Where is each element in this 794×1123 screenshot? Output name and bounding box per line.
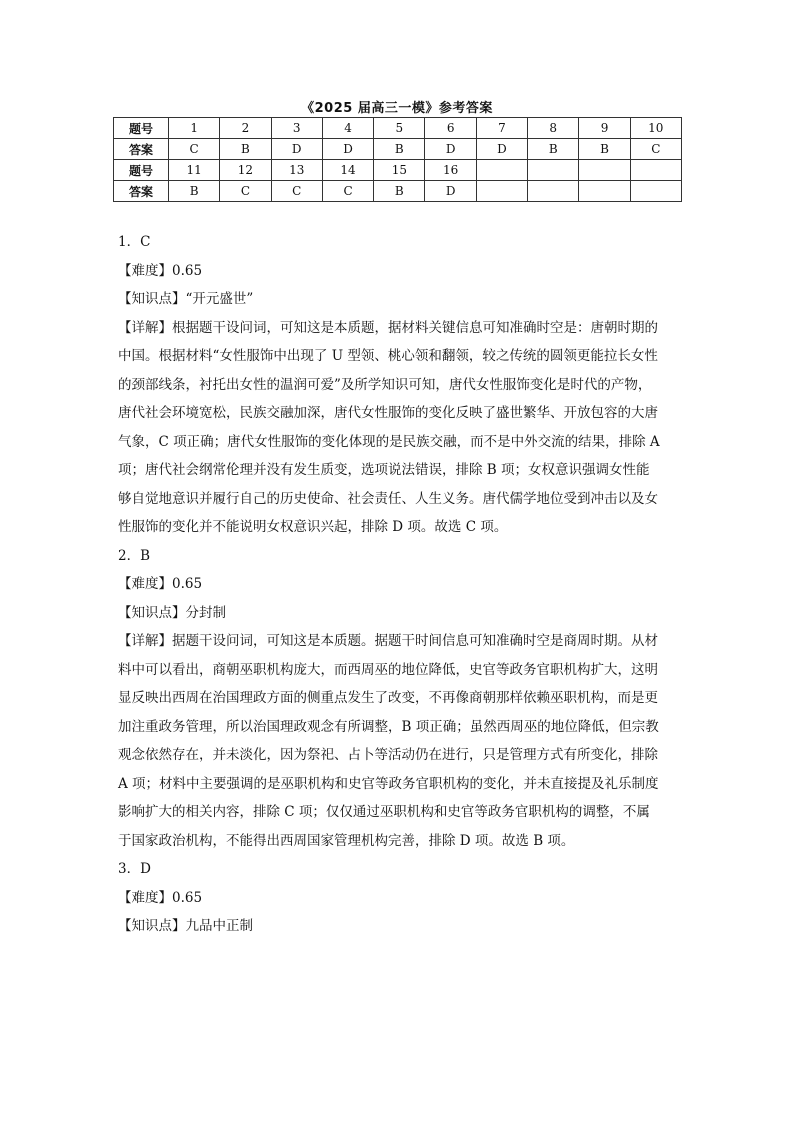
detail-line — [118, 627, 678, 656]
answer-table-cell: 9 — [579, 118, 630, 139]
detail-line: A 项；材料中主要强调的是巫职机构和史官等政务官职机构的变化，并未直接提及礼乐制度 — [118, 775, 659, 792]
answer-table-cell: 3 — [271, 118, 322, 139]
detail-text: 据题干设问词，可知这是本质题。据题干时间信息可知准确时空是商周时期。从材 — [172, 633, 658, 649]
detail-line: 够自觉地意识并履行自己的历史使命、社会责任、人生义务。唐代儒学地位受到冲击以及女 — [118, 490, 658, 507]
detail-line: 加注重政务管理，所以治国理政观念有所调整，B 项正确；虽然西周巫的地位降低，但宗教 — [118, 718, 659, 735]
answer-table-cell: 7 — [476, 118, 527, 139]
difficulty-label: 【难度】 — [118, 889, 172, 906]
knowledge-line — [118, 599, 678, 628]
knowledge-line — [118, 285, 678, 314]
answer-explanations — [118, 228, 678, 941]
answer-table-cell: B — [528, 139, 579, 160]
answer-table-row-header: 题号 — [114, 160, 169, 181]
detail-line: 观念依然存在，并未淡化，因为祭祀、占卜等活动仍在进行，只是管理方式有所变化，排除 — [118, 747, 658, 763]
answer-table-cell: D — [271, 139, 322, 160]
answer-table-cell: B — [374, 181, 425, 202]
detail-line — [118, 314, 678, 343]
answer-table-cell: D — [476, 139, 527, 160]
answer-table-row-header: 答案 — [114, 181, 169, 202]
answer-table-cell: B — [374, 139, 425, 160]
question-block — [118, 228, 678, 542]
answer-table-cell: 11 — [169, 160, 220, 181]
answer-table-cell — [579, 160, 630, 181]
answer-table-row — [114, 139, 682, 160]
answer-table-cell — [476, 160, 527, 181]
knowledge-label: 【知识点】 — [118, 604, 186, 621]
answer-table-row-header: 答案 — [114, 139, 169, 160]
question-block — [118, 542, 678, 856]
answer-table-cell: B — [169, 181, 220, 202]
answer-table-cell — [579, 181, 630, 202]
answer-table-cell: 10 — [630, 118, 681, 139]
answer-table-cell: B — [220, 139, 271, 160]
answer-table-row — [114, 181, 682, 202]
answer-table-cell — [528, 181, 579, 202]
detail-line: 唐代社会环境宽松，民族交融加深，唐代女性服饰的变化反映了盛世繁华、开放包容的大唐 — [118, 405, 658, 421]
knowledge-label: 【知识点】 — [118, 291, 186, 307]
answer-table-cell — [476, 181, 527, 202]
answer-table-cell: C — [271, 181, 322, 202]
detail-line: 影响扩大的相关内容，排除 C 项；仅仅通过巫职机构和史官等政务官职机构的调整，不属 — [118, 804, 650, 820]
answer-table-cell: C — [322, 181, 373, 202]
answer-table-cell — [630, 181, 681, 202]
answer-table-cell: 12 — [220, 160, 271, 181]
knowledge-value: 分封制 — [185, 604, 226, 621]
difficulty-value: 0.65 — [172, 576, 203, 592]
answer-table-cell — [528, 160, 579, 181]
knowledge-line — [118, 912, 678, 941]
question-number: 2．B — [118, 547, 151, 564]
answer-table-cell: 5 — [374, 118, 425, 139]
answer-table-cell: C — [220, 181, 271, 202]
detail-line: 气象，C 项正确；唐代女性服饰的变化体现的是民族交融，而不是中外交流的结果，排除 A — [118, 433, 660, 450]
answer-table-row — [114, 160, 682, 181]
answer-table-cell: D — [425, 181, 476, 202]
detail-line: 于国家政治机构，不能得出西周国家管理机构完善，排除 D 项。故选 B 项。 — [118, 832, 575, 849]
answer-table-cell: 1 — [169, 118, 220, 139]
answer-table-cell: 15 — [374, 160, 425, 181]
detail-text: 根据题干设问词，可知这是本质题，据材料关键信息可知准确时空是：唐朝时期的 — [172, 319, 658, 336]
detail-label: 【详解】 — [118, 633, 172, 649]
detail-line: 项；唐代社会纲常伦理并没有发生质变，选项说法错误，排除 B 项；女权意识强调女性能 — [118, 462, 650, 478]
detail-line: 料中可以看出，商朝巫职机构庞大，而西周巫的地位降低，史官等政务官职机构扩大，这明 — [118, 661, 658, 678]
detail-label: 【详解】 — [118, 319, 172, 336]
difficulty-value: 0.65 — [172, 262, 203, 279]
difficulty-value: 0.65 — [172, 889, 203, 906]
answer-table — [113, 117, 682, 202]
answer-table-row-header: 题号 — [114, 118, 169, 139]
answer-table-cell: C — [630, 139, 681, 160]
difficulty-label: 【难度】 — [118, 262, 172, 279]
knowledge-value: “开元盛世” — [185, 291, 254, 307]
answer-table-cell: 2 — [220, 118, 271, 139]
answer-table-cell: 16 — [425, 160, 476, 181]
difficulty-label: 【难度】 — [118, 576, 172, 592]
answer-table-cell: B — [579, 139, 630, 160]
detail-line: 的颈部线条，衬托出女性的温润可爱”及所学知识可知，唐代女性服饰变化是时代的产物， — [118, 376, 652, 393]
answer-table-cell: D — [322, 139, 373, 160]
answer-table-cell: 4 — [322, 118, 373, 139]
difficulty-line — [118, 257, 678, 286]
difficulty-line — [118, 884, 678, 913]
answer-table-cell: 8 — [528, 118, 579, 139]
detail-line: 中国。根据材料“女性服饰中出现了 U 型领、桃心领和翻领，较之传统的圆领更能拉长女性 — [118, 348, 658, 364]
answer-table-cell: 13 — [271, 160, 322, 181]
detail-line: 性服饰的变化并不能说明女权意识兴起，排除 D 项。故选 C 项。 — [118, 519, 508, 535]
question-block — [118, 855, 678, 941]
answer-table-row — [114, 118, 682, 139]
knowledge-label: 【知识点】 — [118, 918, 186, 934]
answer-table-cell: 14 — [322, 160, 373, 181]
difficulty-line — [118, 570, 678, 599]
answer-table-cell: D — [425, 139, 476, 160]
question-number: 3．D — [118, 861, 151, 877]
page-title: 《2025 届高三一模》参考答案 — [301, 101, 493, 116]
answer-table-cell: C — [169, 139, 220, 160]
answer-table-cell — [630, 160, 681, 181]
question-number: 1．C — [118, 234, 151, 250]
detail-line: 显反映出西周在治国理政方面的侧重点发生了改变，不再像商朝那样依赖巫职机构，而是更 — [118, 690, 658, 706]
answer-table-cell: 6 — [425, 118, 476, 139]
knowledge-value: 九品中正制 — [185, 918, 253, 934]
